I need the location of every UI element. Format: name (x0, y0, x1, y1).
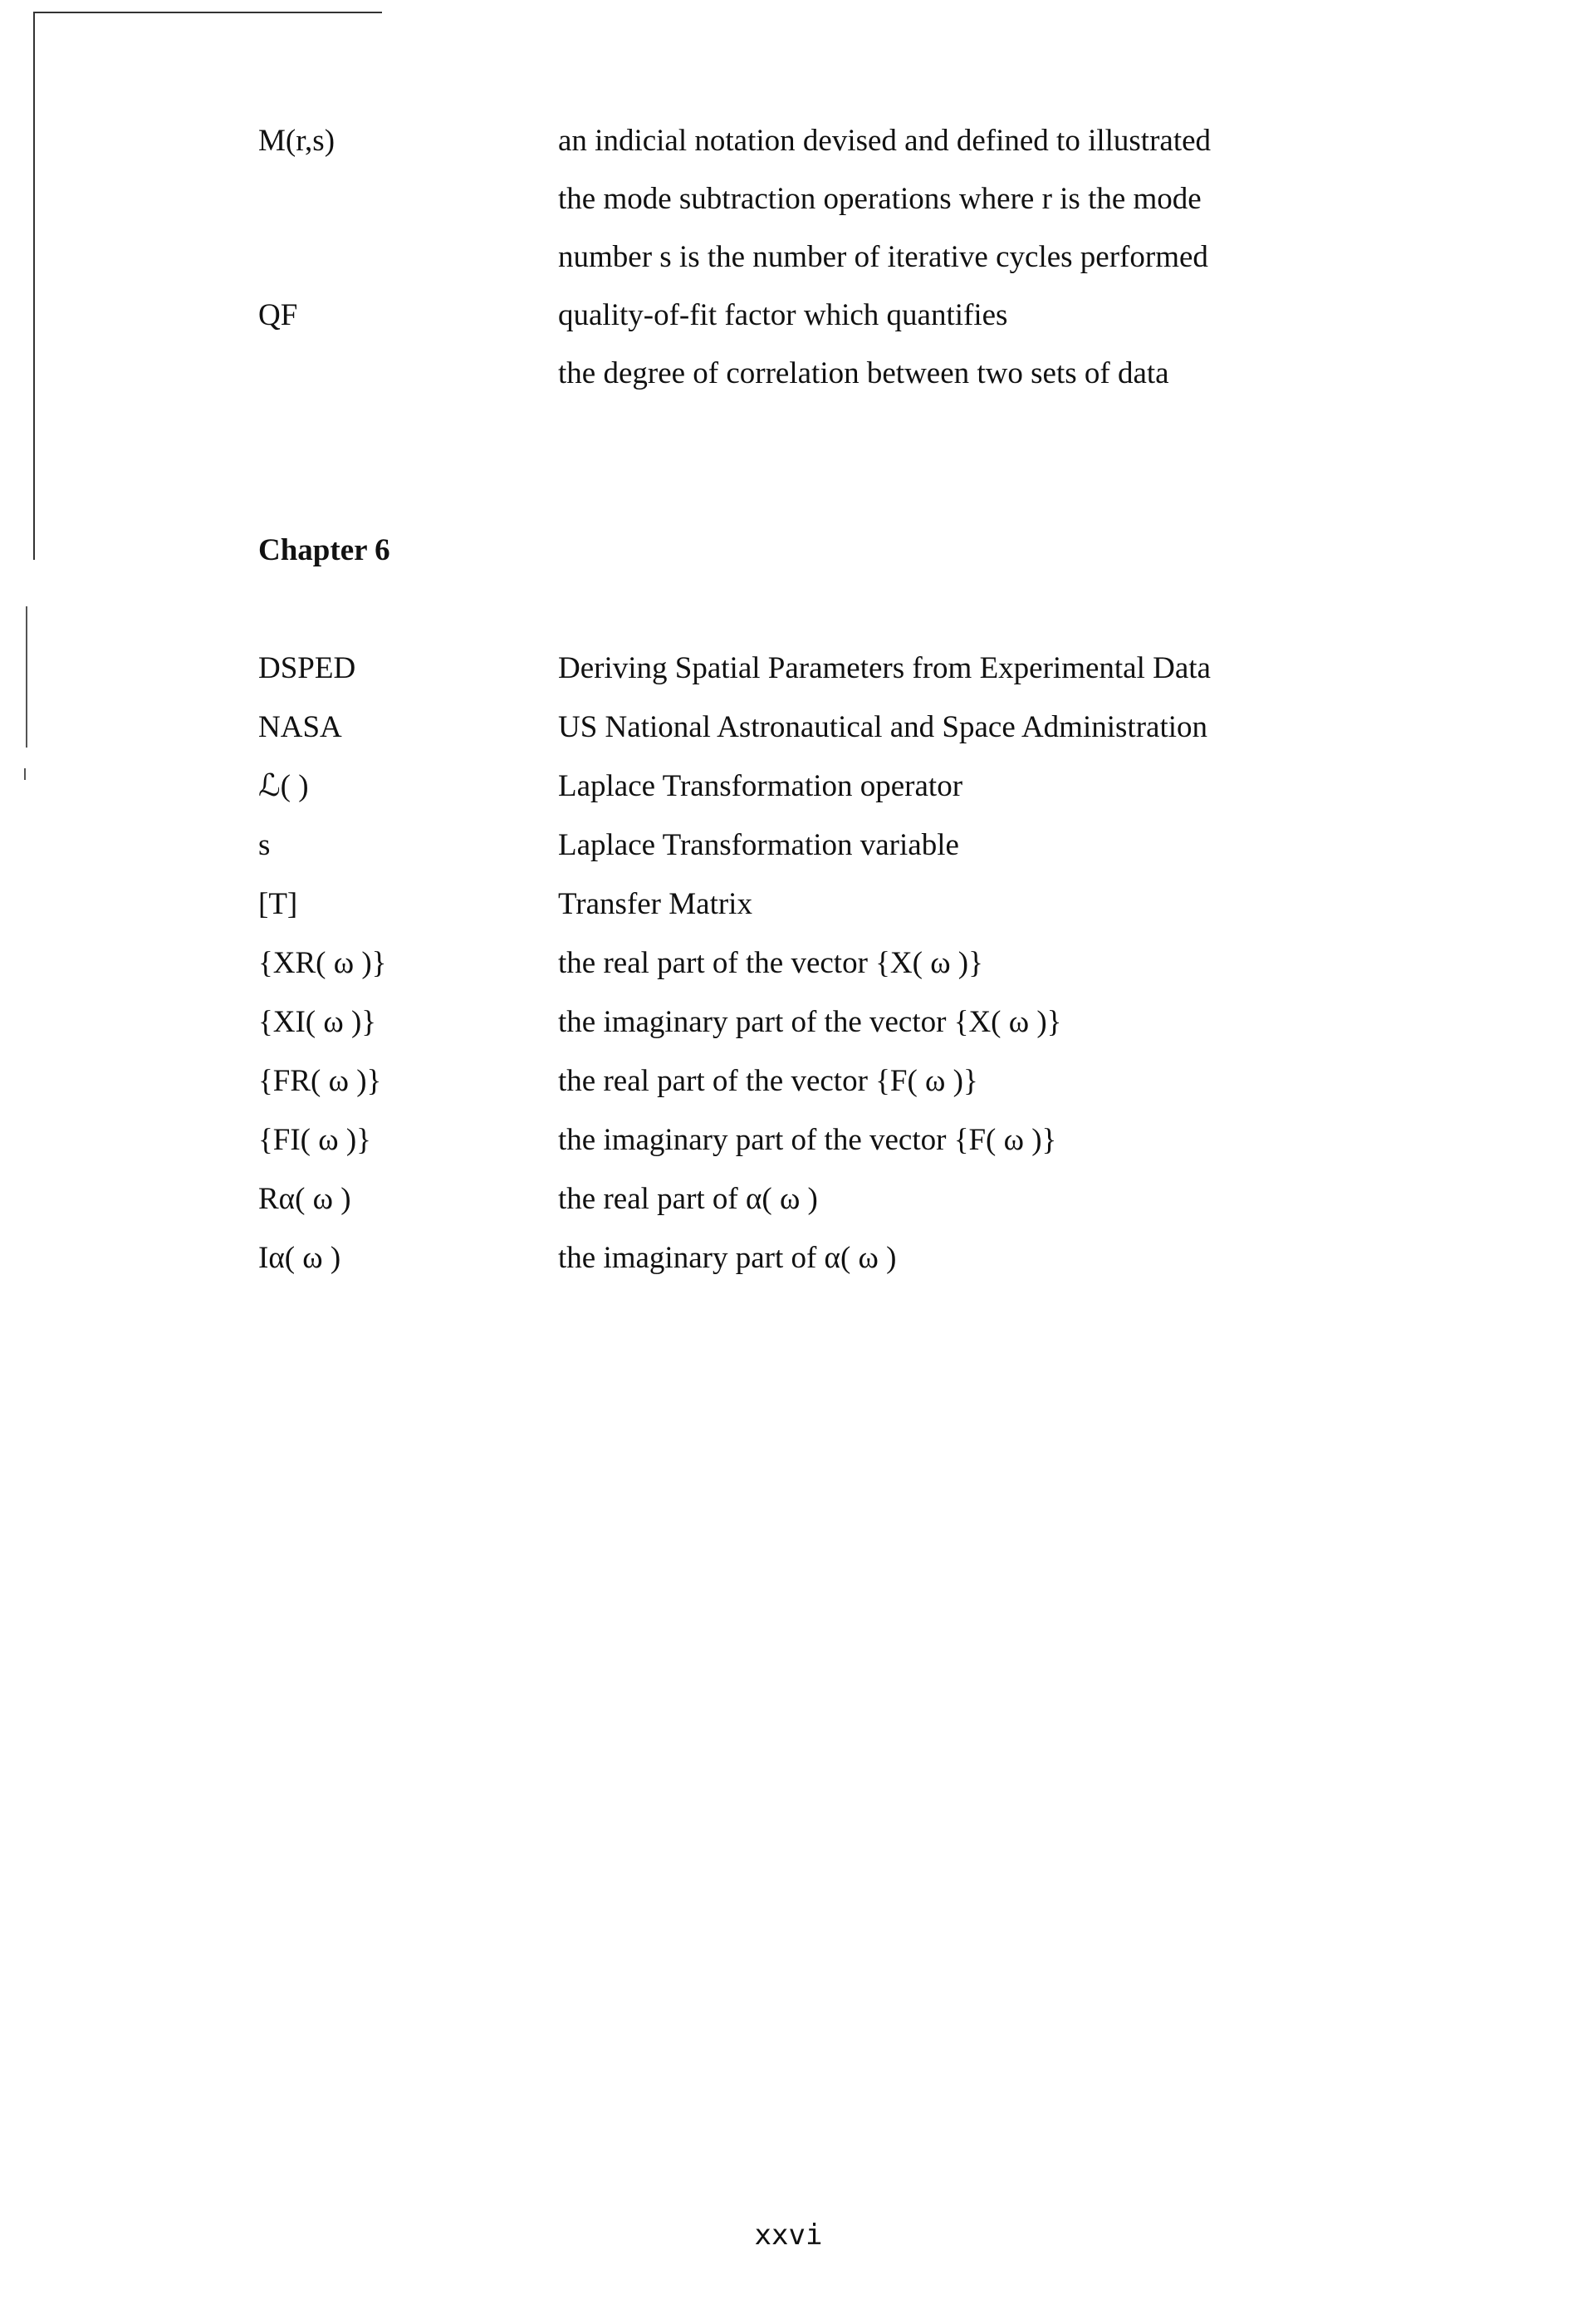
definition-ialpha: the imaginary part of α( ω ) (558, 1241, 897, 1275)
symbol-fr: {FR( ω )} (258, 1064, 382, 1098)
symbol-ialpha: Iα( ω ) (258, 1241, 341, 1275)
definition-transfer-matrix: Transfer Matrix (558, 887, 752, 921)
frame-line-left-lower (26, 606, 27, 748)
symbol-xr: {XR( ω )} (258, 946, 387, 980)
definition-laplace-operator: Laplace Transformation operator (558, 769, 963, 803)
definition-fi: the imaginary part of the vector {F( ω )} (558, 1123, 1057, 1157)
chapter-heading: Chapter 6 (258, 533, 390, 567)
symbol-laplace-operator: ℒ( ) (258, 769, 309, 803)
symbol-dsped: DSPED (258, 651, 356, 685)
definition-s: Laplace Transformation variable (558, 828, 959, 862)
frame-dash-2 (279, 12, 375, 13)
symbol-s: s (258, 828, 271, 862)
definition-line: number s is the number of iterative cycles performed (558, 240, 1208, 274)
definition-dsped: Deriving Spatial Parameters from Experimental Data (558, 651, 1211, 685)
definition-xr: the real part of the vector {X( ω )} (558, 946, 983, 980)
symbol-mrs: M(r,s) (258, 124, 335, 158)
definition-xi: the imaginary part of the vector {X( ω )} (558, 1005, 1062, 1039)
definition-line: the degree of correlation between two sets of data (558, 356, 1169, 390)
page-number: xxvi (754, 2219, 823, 2252)
frame-line-left (33, 12, 35, 560)
definition-fr: the real part of the vector {F( ω )} (558, 1064, 978, 1098)
definition-line: quality-of-fit factor which quantifies (558, 298, 1008, 332)
frame-tick (24, 768, 26, 780)
symbol-transfer-matrix: [T] (258, 887, 298, 921)
definition-line: an indicial notation devised and defined to illustrated (558, 124, 1212, 158)
symbol-ralpha: Rα( ω ) (258, 1182, 351, 1216)
definition-nasa: US National Astronautical and Space Administration (558, 710, 1208, 744)
symbol-xi: {XI( ω )} (258, 1005, 377, 1039)
symbol-qf: QF (258, 298, 298, 332)
definition-ralpha: the real part of α( ω ) (558, 1182, 818, 1216)
symbol-fi: {FI( ω )} (258, 1123, 371, 1157)
frame-dash-1 (246, 12, 269, 13)
frame-dash-3 (365, 12, 382, 13)
symbol-nasa: NASA (258, 710, 342, 744)
definition-line: the mode subtraction operations where r is the mode (558, 182, 1202, 216)
